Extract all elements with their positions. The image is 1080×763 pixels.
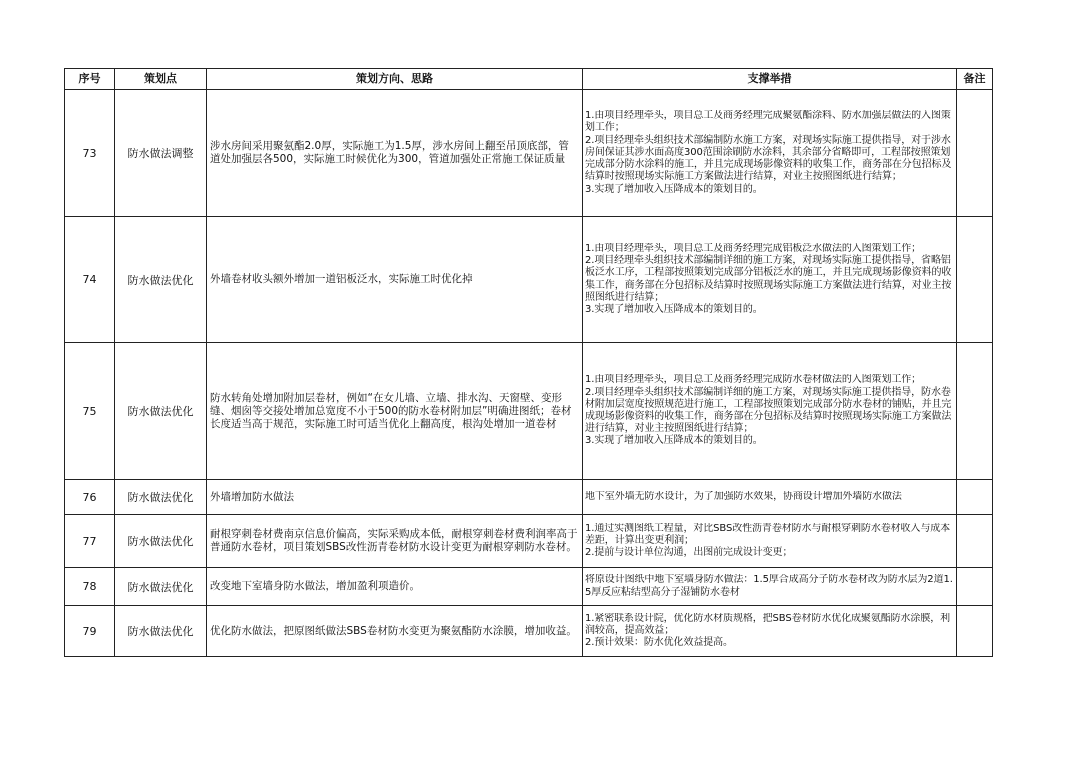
row-remark [957, 343, 993, 480]
row-number: 78 [65, 568, 115, 606]
header-no: 序号 [65, 69, 115, 90]
row-remark [957, 515, 993, 568]
row-measures: 将原设计图纸中地下室墙身防水做法：1.5厚合成高分子防水卷材改为防水层为2道1.5厚反应粘结型高分子湿铺防水卷材 [585, 574, 953, 598]
row-number: 77 [65, 515, 115, 568]
row-direction: 外墙卷材收头额外增加一道铝板泛水，实际施工时优化掉 [210, 273, 473, 285]
table-row [65, 90, 993, 217]
row-direction: 外墙增加防水做法 [210, 490, 294, 503]
row-point: 防水做法优化 [115, 606, 207, 657]
row-measures: 1.由项目经理牵头，项目总工及商务经理完成防水卷材做法的入图策划工作； 2.项目经理牵头组织技术部编制详细的施工方案，对现场实际施工提供指导，防水卷材附加层宽度按照规范进行施工，工程部按照策划完成部分防水卷材的铺贴，并且完成现场影像资料的收集工作，商务部在分包招标及结算时按照现场实际施工方案做法进行结算，对业主按照图纸进行结算； 3.实现了增加收入压降成本的策划目的。 [585, 374, 952, 447]
row-direction: 改变地下室墙身防水做法，增加盈利项造价。 [210, 580, 420, 592]
row-remark [957, 217, 993, 343]
header-direction: 策划方向、思路 [207, 69, 583, 90]
table-row [65, 480, 993, 515]
row-number: 79 [65, 606, 115, 657]
table-row [65, 217, 993, 343]
row-number: 73 [65, 90, 115, 217]
table-row [65, 343, 993, 480]
row-number: 76 [65, 480, 115, 515]
row-measures: 1.通过实测图纸工程量，对比SBS改性沥青卷材防水与耐根穿刺防水卷材收入与成本差距，计算出变更利润； 2.提前与设计单位沟通，出图前完成设计变更； [585, 522, 951, 559]
row-remark [957, 606, 993, 657]
row-point: 防水做法调整 [115, 90, 207, 217]
row-remark [957, 90, 993, 217]
header-point: 策划点 [115, 69, 207, 90]
row-point: 防水做法优化 [115, 480, 207, 515]
table-row [65, 568, 993, 606]
header-row [65, 69, 993, 90]
row-measures: 地下室外墙无防水设计，为了加强防水效果，协商设计增加外墙防水做法 [585, 490, 902, 502]
row-direction: 防水转角处增加附加层卷材，例如“在女儿墙、立墙、排水沟、天窗壁、变形缝、烟囱等交接处增加总宽度不小于500的防水卷材附加层”明确进图纸；卷材长度适当高于规范，实际施工时可适当优化上翻高度，根沟处增加一道卷材 [210, 391, 572, 430]
row-direction: 耐根穿刺卷材费南京信息价偏高，实际采购成本低，耐根穿刺卷材费利润率高于普通防水卷材，项目策划SBS改性沥青卷材防水设计变更为耐根穿刺防水卷材。 [210, 528, 578, 553]
row-point: 防水做法优化 [115, 568, 207, 606]
row-measures: 1.紧密联系设计院，优化防水材质规格，把SBS卷材防水优化成聚氨酯防水涂膜，利润较高，提高效益； 2.预计效果：防水优化效益提高。 [585, 612, 951, 649]
header-remark: 备注 [957, 69, 993, 90]
table-row [65, 515, 993, 568]
table-row [65, 606, 993, 657]
row-direction: 优化防水做法，把原图纸做法SBS卷材防水变更为聚氨酯防水涂膜，增加收益。 [210, 624, 577, 637]
row-point: 防水做法优化 [115, 515, 207, 568]
row-remark [957, 480, 993, 515]
row-direction: 涉水房间采用聚氨酯2.0厚，实际施工为1.5厚，涉水房间上翻至吊顶底部，管道处加强层各500，实际施工时候优化为300，管道加强处正常施工保证质量 [210, 140, 569, 165]
row-point: 防水做法优化 [115, 217, 207, 343]
header-measures: 支撑举措 [583, 69, 957, 90]
row-number: 75 [65, 343, 115, 480]
planning-table [64, 68, 993, 657]
row-point: 防水做法优化 [115, 343, 207, 480]
row-measures: 1.由项目经理牵头，项目总工及商务经理完成聚氨酯涂料、防水加强层做法的入图策划工作； 2.项目经理牵头组织技术部编制防水施工方案，对现场实际施工提供指导，对于涉水房间保证其涉水面高度300范围涂刷防水涂料，其余部分省略即可，工程部按照策划完成部分防水涂料的施工，并且完成现场影像资料的收集工作，商务部在分包招标及结算时按照现场实际施工方案做法进行结算，对业主按照图纸进行结算； 3.实现了增加收入压降成本的策划目的。 [585, 110, 952, 195]
row-measures: 1.由项目经理牵头，项目总工及商务经理完成铝板泛水做法的入图策划工作； 2.项目经理牵头组织技术部编制详细的施工方案，对现场实际施工提供指导，省略铝板泛水工序，工程部按照策划完成部分铝板泛水的施工，并且完成现场影像资料的收集工作，商务部在分包招标及结算时按照现场实际施工方案做法进行结算，对业主按照图纸进行结算； 3.实现了增加收入压降成本的策划目的。 [585, 242, 952, 315]
row-remark [957, 568, 993, 606]
row-number: 74 [65, 217, 115, 343]
